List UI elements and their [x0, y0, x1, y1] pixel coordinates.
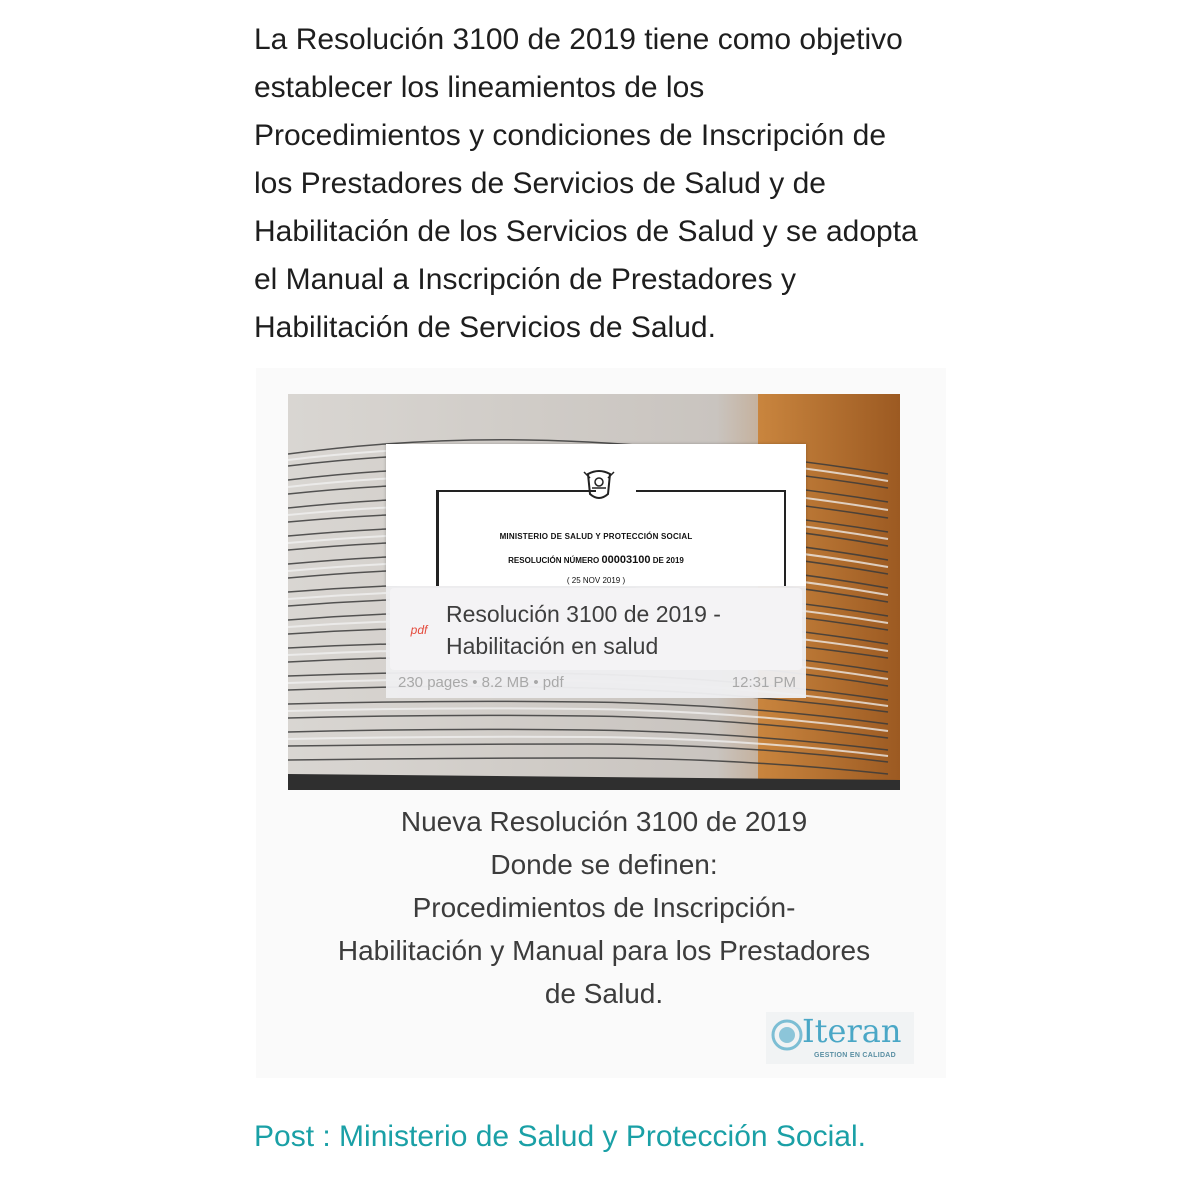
logo-tagline: GESTION EN CALIDAD: [814, 1052, 897, 1059]
coat-of-arms-icon: [582, 466, 616, 506]
document-border: [636, 490, 786, 492]
pdf-file-icon: pdf: [410, 623, 428, 637]
intro-line: La Resolución 3100 de 2019 tiene como objetivo: [254, 23, 903, 56]
intro-line: Habilitación de los Servicios de Salud y se adopta: [254, 215, 918, 248]
resolution-prefix: RESOLUCIÓN NÚMERO: [508, 556, 600, 565]
resolution-document-preview: [386, 444, 806, 586]
post-source-link[interactable]: Post : Ministerio de Salud y Protección Social.: [254, 1120, 866, 1153]
intro-paragraph: [254, 16, 954, 352]
attachment-time: 12:31 PM: [731, 674, 796, 691]
caption-line: Procedimientos de Inscripción-: [412, 892, 796, 923]
attachment-name-line: Resolución 3100 de 2019 -: [446, 601, 721, 627]
resolution-number: 00003100: [601, 554, 651, 566]
intro-line: el Manual a Inscripción de Prestadores y: [254, 263, 796, 296]
logo-wordmark: Iteran: [802, 1012, 902, 1050]
pdf-attachment[interactable]: [386, 586, 806, 698]
intro-line: Procedimientos y condiciones de Inscripción de: [254, 119, 887, 152]
caption-line: Nueva Resolución 3100 de 2019: [400, 806, 808, 837]
caption-line: Habilitación y Manual para los Prestadores: [337, 935, 871, 966]
document-border: [436, 490, 596, 492]
caption-line: de Salud.: [544, 978, 664, 1009]
iteran-logo-icon: [770, 1018, 804, 1052]
resolution-number-line: [386, 554, 806, 566]
resolution-suffix: DE 2019: [652, 556, 684, 565]
attachment-name: [446, 598, 796, 662]
intro-line: establecer los lineamientos de los: [254, 71, 705, 104]
attachment-meta: 230 pages • 8.2 MB • pdf: [398, 674, 564, 691]
attachment-name-line: Habilitación en salud: [446, 633, 659, 659]
caption-line: Donde se definen:: [490, 849, 718, 880]
intro-line: Habilitación de Servicios de Salud.: [254, 311, 716, 344]
ministry-heading: MINISTERIO DE SALUD Y PROTECCIÓN SOCIAL: [499, 532, 693, 541]
image-caption: [296, 800, 912, 1015]
intro-line: los Prestadores de Servicios de Salud y de: [254, 167, 826, 200]
iteran-logo: [766, 1012, 914, 1064]
attachment-bubble[interactable]: [390, 588, 802, 670]
resolution-date: ( 25 NOV 2019 ): [566, 576, 626, 585]
